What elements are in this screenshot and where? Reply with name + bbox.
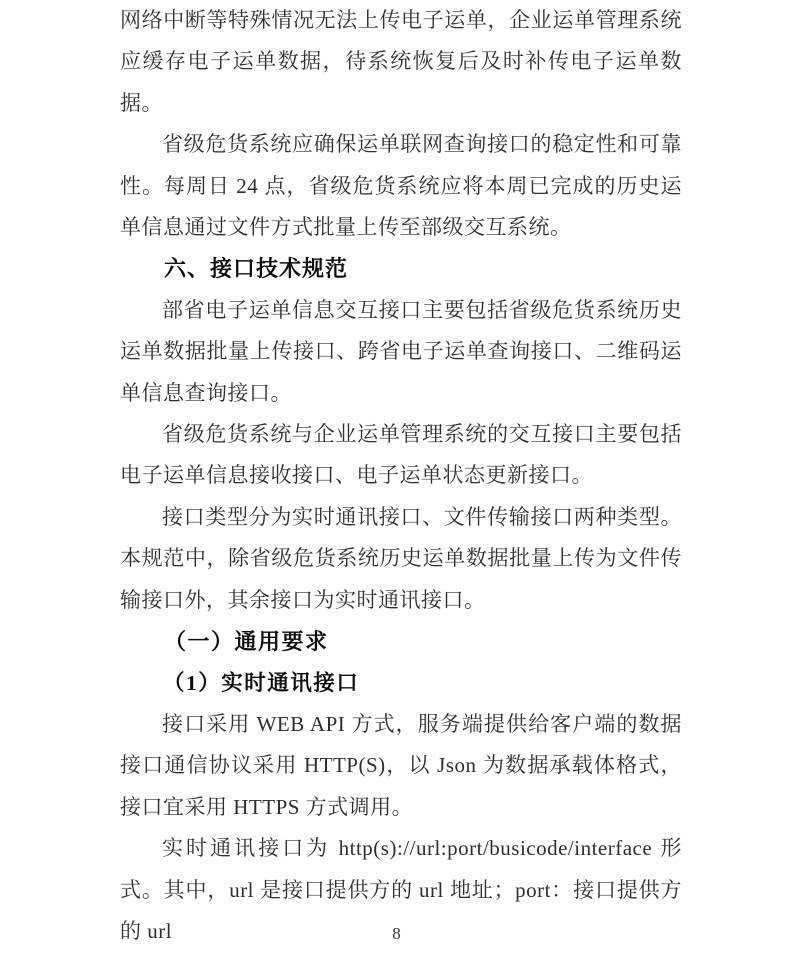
page-content — [120, 0, 682, 952]
subsection-heading-general-requirements: （一）通用要求 — [164, 629, 329, 655]
paragraph-province-enterprise-interfaces: 省级危货系统与企业运单管理系统的交互接口主要包括电子运单信息接收接口、电子运单状态更新接口。 — [120, 422, 682, 488]
paragraph-web-api: 接口采用 WEB API 方式，服务端提供给客户端的数据接口通信协议采用 HTTP(S)，以 Json 为数据承载体格式，接口宜采用 HTTPS 方式调用。 — [120, 711, 682, 819]
paragraph-url-format: 实时通讯接口为 http(s)://url:port/busicode/interface 形式。其中，url 是接口提供方的 url 地址；port：接口提供方的 url — [120, 836, 682, 943]
paragraph-interface-types: 接口类型分为实时通讯接口、文件传输接口两种类型。本规范中，除省级危货系统历史运单数据批量上传为文件传输接口外，其余接口为实时通讯接口。 — [120, 504, 682, 612]
subsection-heading-realtime-interface: （1）实时通讯接口 — [163, 670, 360, 695]
paragraph-ministry-province-interfaces: 部省电子运单信息交互接口主要包括省级危货系统历史运单数据批量上传接口、跨省电子运单查询接口、二维码运单信息查询接口。 — [120, 297, 682, 405]
section-heading-interface-spec: 六、接口技术规范 — [164, 256, 349, 282]
paragraph-network-interruption: 网络中断等特殊情况无法上传电子运单，企业运单管理系统应缓存电子运单数据，待系统恢复后及时补传电子运单数据。 — [120, 8, 682, 115]
page-number: 8 — [392, 924, 401, 943]
paragraph-weekly-upload: 省级危货系统应确保运单联网查询接口的稳定性和可靠性。每周日 24 点，省级危货系统应将本周已完成的历史运单信息通过文件方式批量上传至部级交互系统。 — [120, 132, 682, 240]
